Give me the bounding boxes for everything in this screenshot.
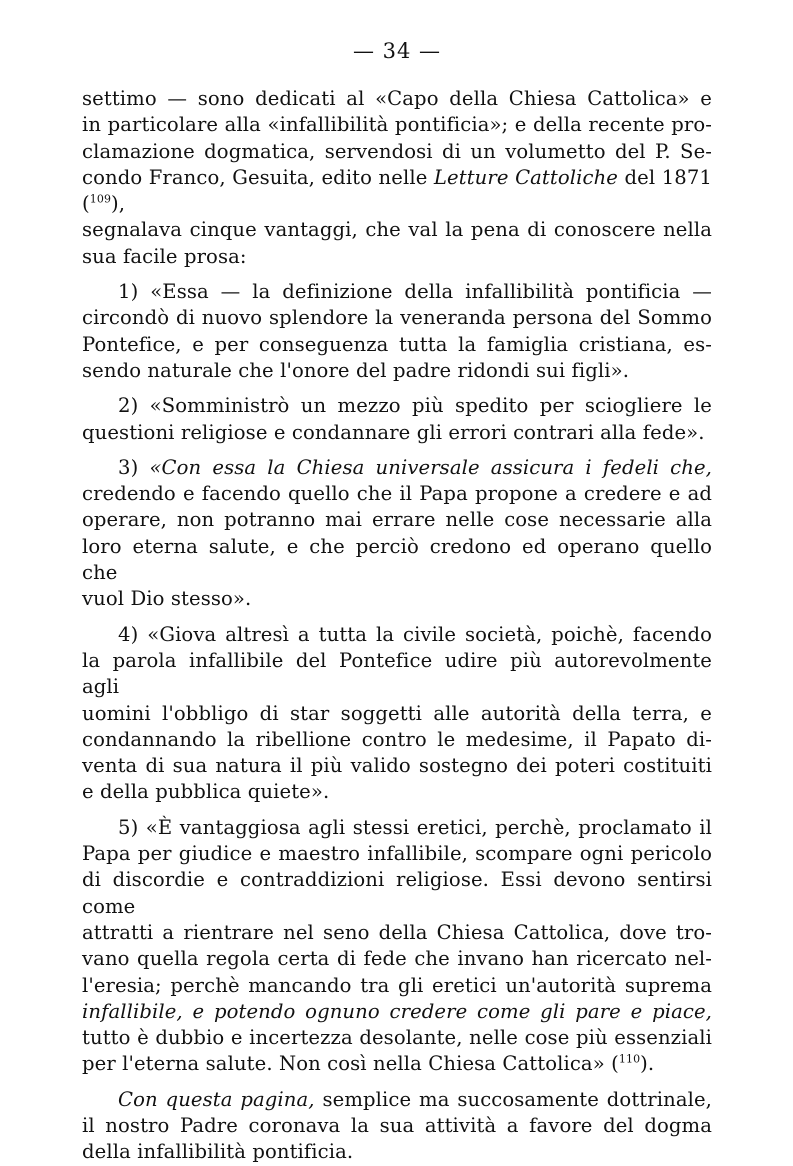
text-run: condo Franco, Gesuita, edito nelle <box>82 165 434 189</box>
text-run: ), <box>111 192 126 216</box>
text-run: semplice ma succosamente dottrinale, <box>314 1087 712 1111</box>
text-line: la parola infallibile del Pontefice udire più autorevolmente agli <box>82 648 712 699</box>
text-line: condannando la ribellione contro le medesime, il Papato di- <box>82 727 712 751</box>
book-page <box>82 38 712 1166</box>
closing-paragraph <box>82 1087 712 1166</box>
text-run: ). <box>640 1052 655 1076</box>
text-run: per l'eterna salute. Non così nella Chiesa Cattolica» ( <box>82 1052 619 1076</box>
text-line: questioni religiose e condannare gli errori contrari alla fede». <box>82 420 705 444</box>
text-line: in particolare alla «infallibilità pontificia»; e della recente pro- <box>82 113 712 137</box>
italic-run: infallibile, e potendo ognuno credere come gli pare e piace, <box>82 999 712 1023</box>
text-line: sua facile prosa: <box>82 244 247 268</box>
text-line: 5) «È vantaggiosa agli stessi eretici, perchè, proclamato il <box>118 815 712 839</box>
text-line: vano quella regola certa di fede che invano han ricercato nel- <box>82 947 712 971</box>
page-number: — 34 — <box>352 39 442 63</box>
book-title-italic: Letture Cattoliche <box>433 165 619 189</box>
text-line: loro eterna salute, e che perciò credono ed operano quello che <box>82 534 712 585</box>
text-line: di discordie e contraddizioni religiose. Essi devono sentirsi come <box>82 868 712 918</box>
point-5-paragraph <box>82 815 712 1078</box>
text-line: vuol Dio stesso». <box>82 587 252 611</box>
text-line: e della pubblica quiete». <box>82 780 330 804</box>
text-line-italic <box>82 999 712 1025</box>
text-line: segnalava cinque vantaggi, che val la pena di conoscere nella <box>82 218 712 242</box>
text-line-with-citation <box>82 1051 712 1077</box>
footnote-ref: 109 <box>89 192 112 206</box>
point-2-paragraph <box>82 393 712 446</box>
text-line: uomini l'obbligo di star soggetti alle autorità della terra, e <box>82 701 712 725</box>
text-line: 1) «Essa — la definizione della infallibilità pontificia — <box>118 280 712 304</box>
italic-run: «Con essa la Chiesa universale assicura i fedeli che, <box>149 455 713 479</box>
text-run: del 1871 ( <box>82 165 712 216</box>
text-line: clamazione dogmatica, servendosi di un volumetto del P. Se- <box>82 139 712 163</box>
text-line: 2) «Somministrò un mezzo più spedito per sciogliere le <box>118 394 712 418</box>
intro-paragraph <box>82 86 712 270</box>
text-line: della infallibilità pontificia. <box>82 1140 354 1164</box>
text-line: il nostro Padre coronava la sua attività a favore del dogma <box>82 1113 712 1137</box>
italic-run: Con questa pagina, <box>118 1087 315 1111</box>
text-line: credendo e facendo quello che il Papa propone a credere e ad <box>82 482 712 506</box>
text-line: tutto è dubbio e incertezza desolante, nelle cose più essenziali <box>82 1026 712 1050</box>
text-line: venta di sua natura il più valido sostegno dei poteri costituiti <box>82 754 712 778</box>
text-line: 4) «Giova altresì a tutta la civile società, poichè, facendo <box>118 622 712 646</box>
text-line-with-citation <box>82 165 712 218</box>
text-line-italic <box>82 455 712 481</box>
point-3-paragraph <box>82 455 712 613</box>
text-line: l'eresia; perchè mancando tra gli eretici un'autorità suprema <box>82 973 712 997</box>
text-line: circondò di nuovo splendore la veneranda persona del Sommo <box>82 306 712 330</box>
text-line: operare, non potranno mai errare nelle cose necessarie alla <box>82 508 712 532</box>
text-run: 3) <box>118 455 150 479</box>
footnote-ref: 110 <box>618 1052 641 1066</box>
text-line: settimo — sono dedicati al «Capo della Chiesa Cattolica» e <box>82 87 712 110</box>
text-line: attratti a rientrare nel seno della Chiesa Cattolica, dove tro- <box>82 920 712 944</box>
text-line: sendo naturale che l'onore del padre ridondi sui figli». <box>82 358 630 382</box>
text-line-italic <box>82 1087 712 1113</box>
point-1-paragraph <box>82 279 712 384</box>
text-line: Papa per giudice e maestro infallibile, scompare ogni pericolo <box>82 842 712 866</box>
point-4-paragraph <box>82 622 712 806</box>
text-line: Pontefice, e per conseguenza tutta la famiglia cristiana, es- <box>82 332 712 356</box>
